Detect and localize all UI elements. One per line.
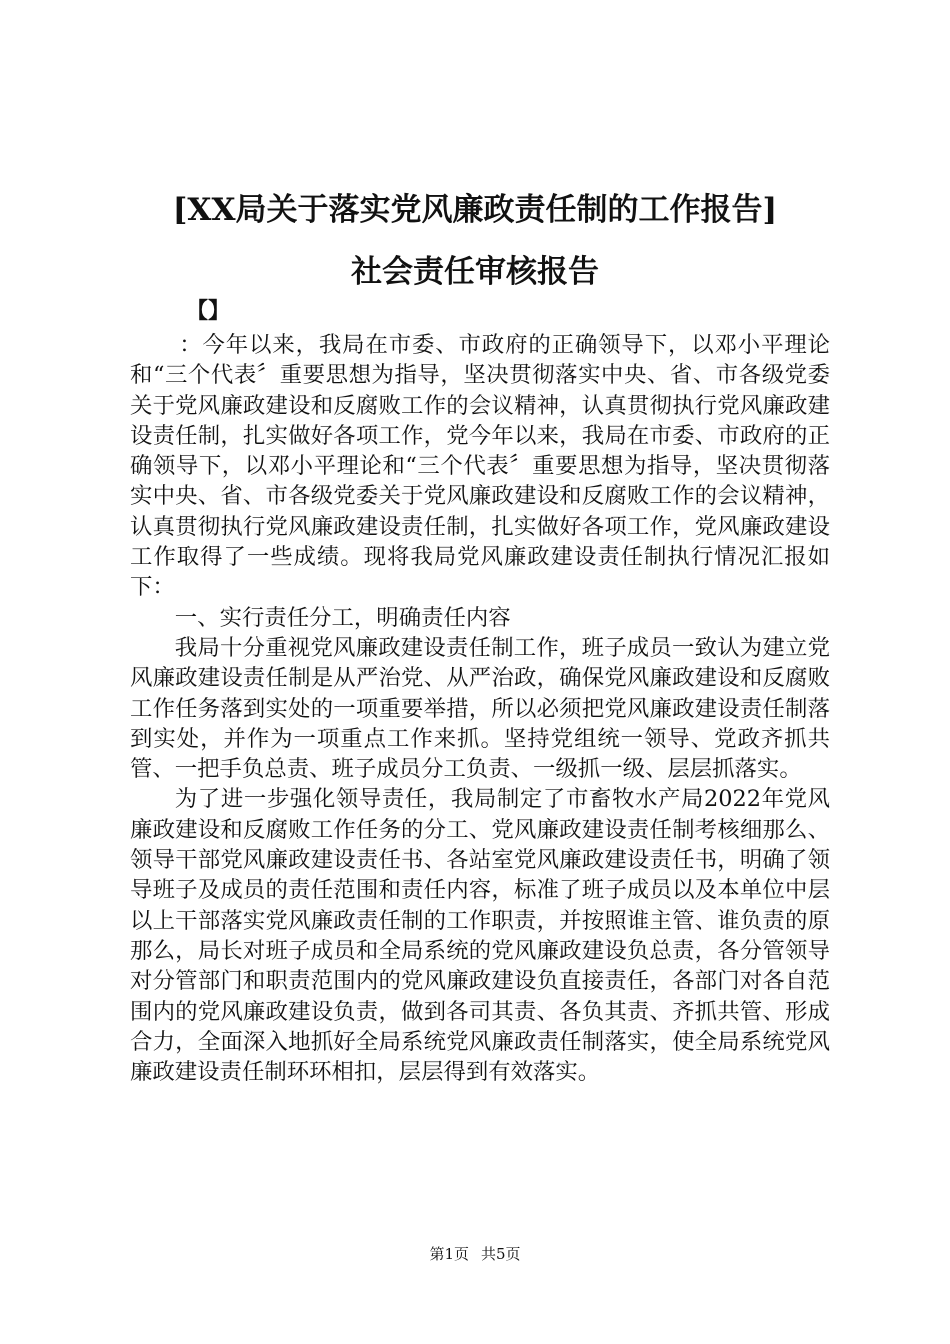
paragraph-body: 为了进一步强化领导责任，我局制定了市畜牧水产局2022年党风廉政建设和反腐败工作任务的分工、党风廉政建设责任制考核细那么、领导干部党风廉政建设责任书、各站室党风廉政建设责任书，明确了领导班子及成员的责任范围和责任内容，标准了班子成员以及本单位中层以上干部落实党风廉政责任制的工作职责，并按照谁主管、谁负责的原那么，局长对班子成员和全局系统的党风廉政建设负总责，各分管领导对分管部门和职责范围内的党风廉政建设负直接责任，各部门对各自范围内的党风廉政建设负责，做到各司其责、各负其责、齐抓共管、形成合力，全面深入地抓好全局系统党风廉政责任制落实，使全局系统党风廉政建设责任制环环相扣，层层得到有效落实。 (130, 786, 830, 1086)
page-footer (0, 1244, 950, 1264)
document-body (130, 330, 830, 1087)
document-title-line-2: 社会责任审核报告 (351, 254, 599, 290)
page-total: 共5页 (481, 1245, 521, 1263)
paragraph-intro: ：今年以来，我局在市委、市政府的正确领导下，以邓小平理论和“三个代表〞重要思想为指导，坚决贯彻落实中央、省、市各级党委关于党风廉政建设和反腐败工作的会议精神，认真贯彻执行党风廉政建设责任制，扎实做好各项工作，党今年以来，我局在市委、市政府的正确领导下，以邓小平理论和“三个代表〞重要思想为指导，坚决贯彻落实中央、省、市各级党委关于党风廉政建设和反腐败工作的会议精神，认真贯彻执行党风廉政建设责任制，扎实做好各项工作，党风廉政建设工作取得了一些成绩。现将我局党风廉政建设责任制执行情况汇报如下： (130, 332, 830, 601)
section-heading: 一、实行责任分工，明确责任内容 (174, 604, 511, 631)
page-number: 第1页 (429, 1245, 469, 1263)
paragraph-body: 我局十分重视党风廉政建设责任制工作，班子成员一致认为建立党风廉政建设责任制是从严治党、从严治政，确保党风廉政建设和反腐败工作任务落到实处的一项重要举措，所以必须把党风廉政建设责任制落到实处，并作为一项重点工作来抓。坚持党组统一领导、党政齐抓共管、一把手负总责、班子成员分工负责、一级抓一级、层层抓落实。 (130, 634, 830, 783)
document-title-line-1: [XX局关于落实党风廉政责任制的工作报告] (172, 192, 778, 228)
bracket-label: 【】 (186, 298, 231, 324)
